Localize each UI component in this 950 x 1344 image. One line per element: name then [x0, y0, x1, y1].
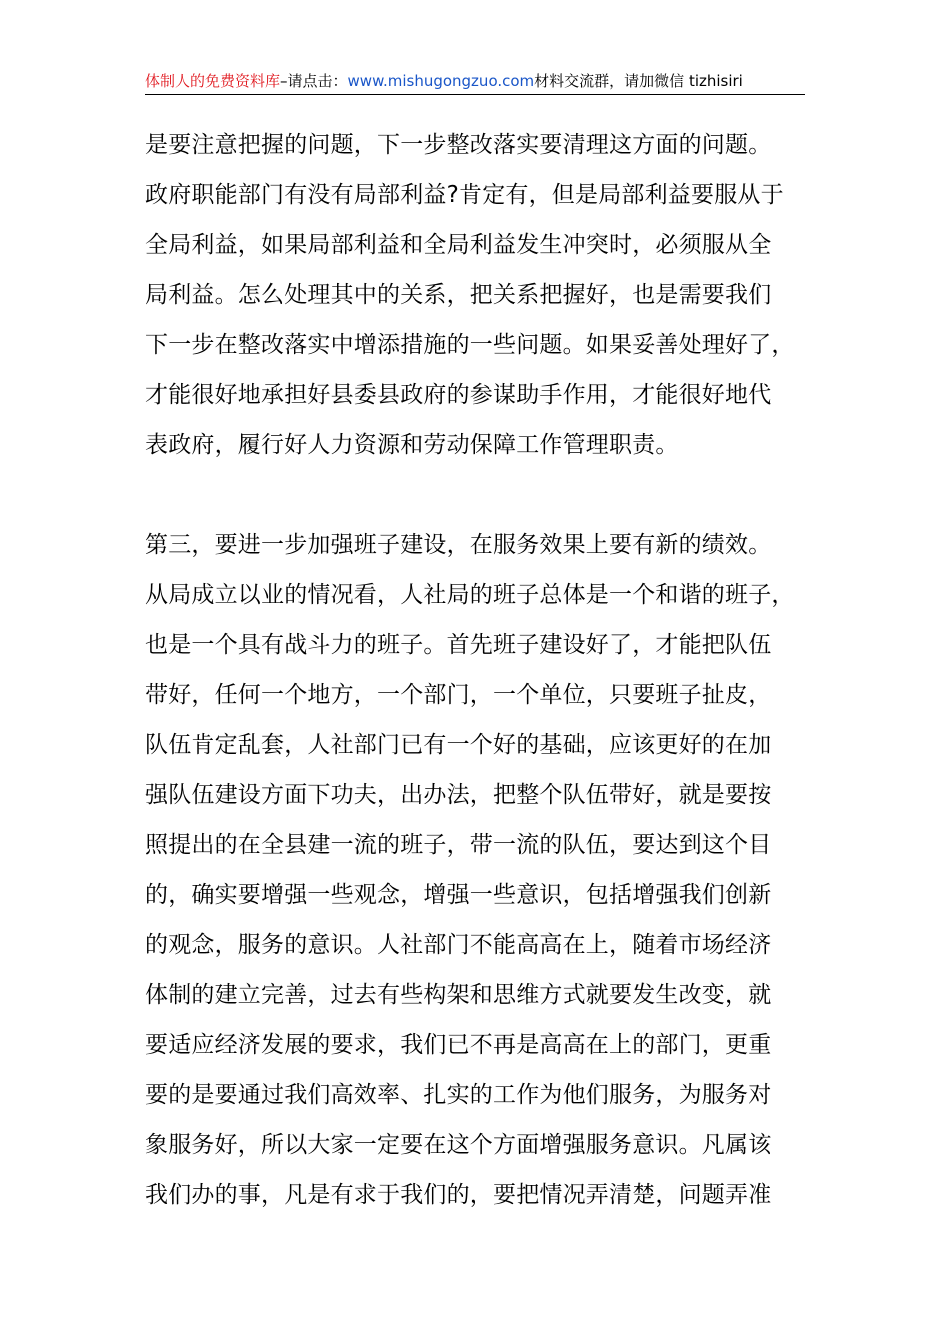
text-line: 要适应经济发展的要求，我们已不再是高高在上的部门，更重 — [145, 1032, 772, 1058]
text-line: 的观念，服务的意识。人社部门不能高高在上，随着市场经济 — [145, 932, 772, 958]
paragraph-1 — [145, 120, 810, 470]
text-line: 要的是要通过我们高效率、扎实的工作为他们服务，为服务对 — [145, 1082, 772, 1108]
text-line: 政府职能部门有没有局部利益?肯定有，但是局部利益要服从于 — [145, 182, 784, 208]
document-body — [145, 120, 810, 1220]
text-line: 才能很好地承担好县委县政府的参谋助手作用，才能很好地代 — [145, 382, 772, 408]
paragraph-spacer — [145, 470, 810, 520]
text-line: 强队伍建设方面下功夫，出办法，把整个队伍带好，就是要按 — [145, 782, 772, 808]
text-line: 队伍肯定乱套，人社部门已有一个好的基础，应该更好的在加 — [145, 732, 772, 758]
text-line: 象服务好，所以大家一定要在这个方面增强服务意识。凡属该 — [145, 1132, 772, 1158]
text-line: 带好，任何一个地方，一个部门，一个单位，只要班子扯皮， — [145, 682, 772, 708]
text-line: 的，确实要增强一些观念，增强一些意识，包括增强我们创新 — [145, 882, 772, 908]
text-line: 下一步在整改落实中增添措施的一些问题。如果妥善处理好了， — [145, 332, 795, 358]
text-line: 从局成立以业的情况看，人社局的班子总体是一个和谐的班子， — [145, 582, 795, 608]
text-line: 也是一个具有战斗力的班子。首先班子建设好了，才能把队伍 — [145, 632, 772, 658]
text-line: 是要注意把握的问题，下一步整改落实要清理这方面的问题。 — [145, 132, 772, 158]
text-line: 我们办的事，凡是有求于我们的，要把情况弄清楚，问题弄准 — [145, 1182, 772, 1208]
header-prompt: –请点击： — [280, 72, 348, 90]
paragraph-2 — [145, 520, 810, 1220]
header-contact-text: 材料交流群，请加微信 tizhisiri — [534, 72, 743, 90]
text-line: 体制的建立完善，过去有些构架和思维方式就要发生改变，就 — [145, 982, 772, 1008]
text-line: 局利益。怎么处理其中的关系，把关系把握好，也是需要我们 — [145, 282, 772, 308]
text-line: 照提出的在全县建一流的班子，带一流的队伍，要达到这个目 — [145, 832, 772, 858]
header-url-link[interactable]: www.mishugongzuo.com — [347, 72, 535, 90]
text-line: 表政府，履行好人力资源和劳动保障工作管理职责。 — [145, 432, 679, 458]
header-brand: 体制人的免费资料库 — [145, 72, 281, 90]
text-line: 第三，要进一步加强班子建设，在服务效果上要有新的绩效。 — [145, 532, 772, 558]
text-line: 全局利益，如果局部利益和全局利益发生冲突时，必须服从全 — [145, 232, 772, 258]
page-header — [145, 68, 805, 95]
